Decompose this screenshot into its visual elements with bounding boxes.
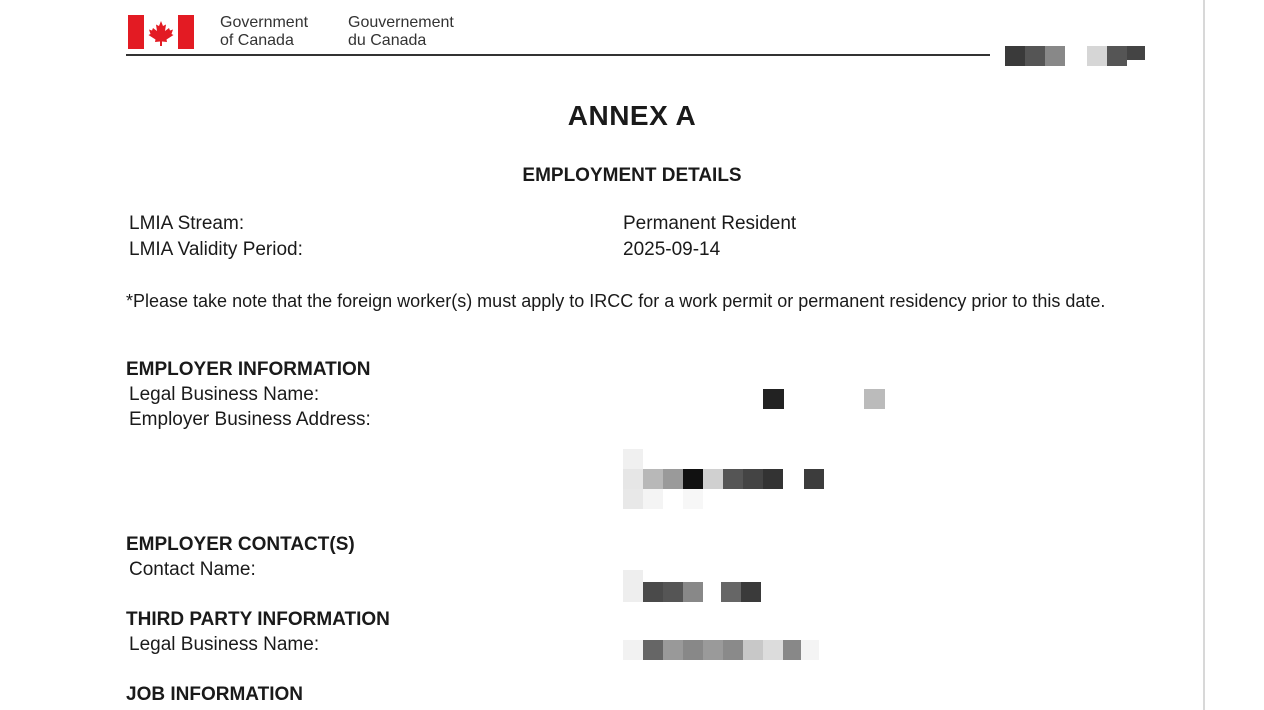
gov-fr-line1: Gouvernement (348, 14, 454, 31)
redacted-employer-address (623, 449, 828, 509)
employment-details-heading: EMPLOYMENT DETAILS (522, 165, 742, 186)
page-title: ANNEX A (567, 100, 697, 131)
contact-name-label: Contact Name: (129, 559, 256, 580)
lmia-stream-value: Permanent Resident (623, 213, 797, 234)
gov-en-line2: of Canada (220, 32, 294, 49)
gov-en-line1: Government (220, 14, 309, 31)
legal-business-name-label: Legal Business Name: (129, 384, 320, 405)
redacted-legal-business-name (763, 389, 888, 409)
third-party-legal-business-name-label: Legal Business Name: (129, 634, 320, 655)
lmia-stream-label: LMIA Stream: (129, 213, 245, 234)
third-party-information-heading: THIRD PARTY INFORMATION (126, 609, 390, 630)
government-of-canada-wordmark (220, 14, 308, 50)
gov-fr-line2: du Canada (348, 32, 427, 49)
employer-information-heading: EMPLOYER INFORMATION (126, 359, 371, 380)
gouvernement-du-canada-wordmark (348, 14, 454, 50)
job-information-heading: JOB INFORMATION (126, 684, 303, 705)
lmia-validity-label: LMIA Validity Period: (129, 239, 303, 260)
canada-flag-icon (128, 15, 194, 49)
lmia-validity-value: 2025-09-14 (623, 239, 721, 260)
header-divider (126, 54, 990, 56)
redacted-third-party-business-name (623, 640, 823, 660)
redacted-reference-number (1005, 46, 1150, 66)
employer-contacts-heading: EMPLOYER CONTACT(S) (126, 534, 355, 555)
redacted-contact-name (623, 570, 763, 602)
employer-business-address-label: Employer Business Address: (129, 409, 371, 430)
ircc-notice: *Please take note that the foreign worker(s) must apply to IRCC for a work permit or permanent residency prior to this date. (126, 291, 1106, 311)
